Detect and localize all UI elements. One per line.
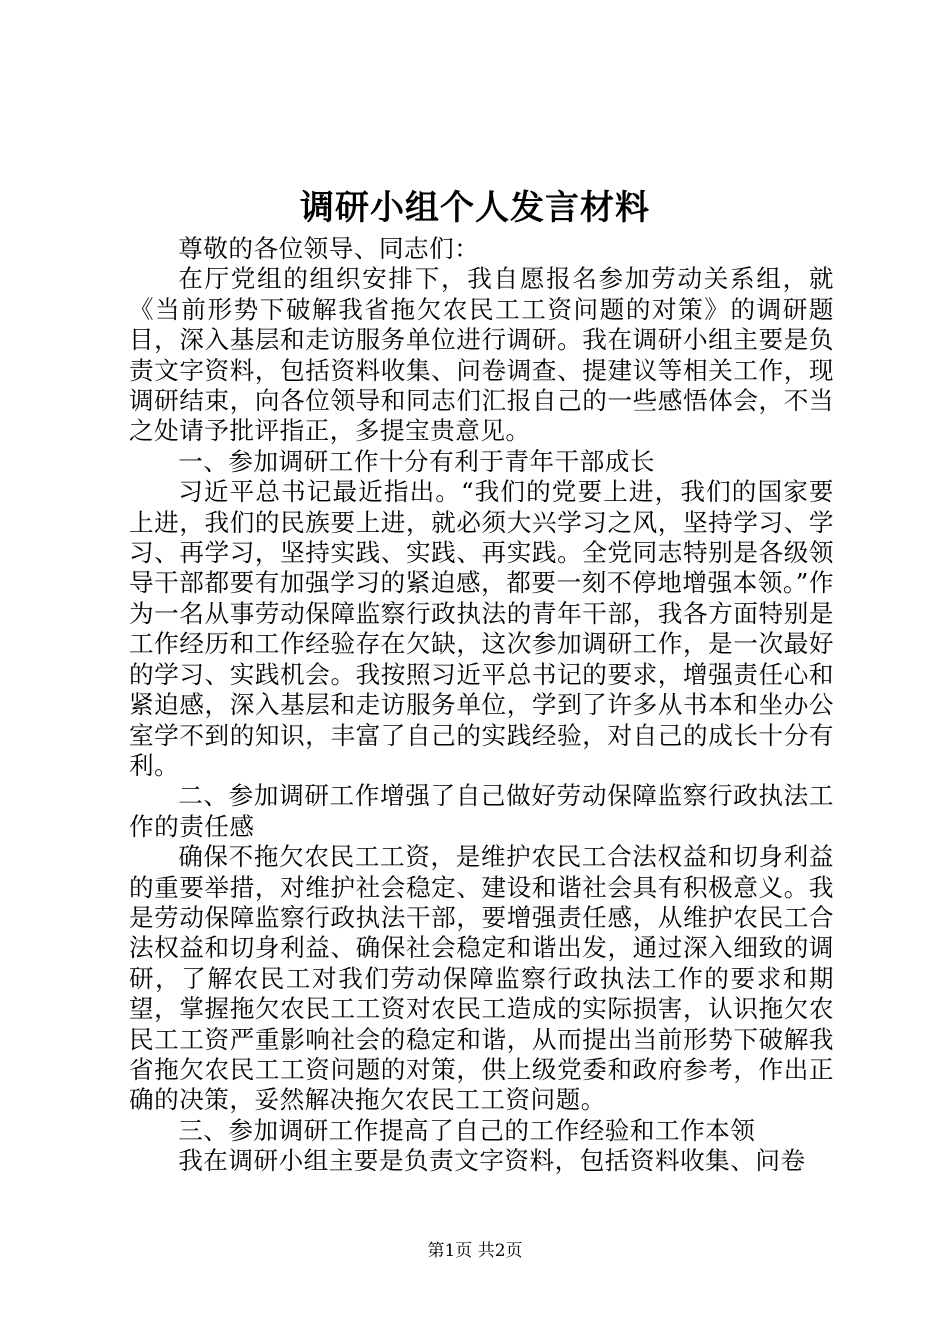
document-body (129, 234, 834, 1177)
salutation-paragraph: 尊敬的各位领导、同志们： (178, 234, 480, 263)
document-title: 调研小组个人发言材料 (300, 188, 650, 228)
section-2-paragraph: 确保不拖欠农民工工资，是维护农民工合法权益和切身利益的重要举措，对维护社会稳定、建设和谐社会具有积极意义。我是劳动保障监察行政执法干部，要增强责任感，从维护农民工合法权益和切身利益、确保社会稳定和谐出发，通过深入细致的调研，了解农民工对我们劳动保障监察行政执法工作的要求和期望，掌握拖欠农民工工资对农民工造成的实际损害，认识拖欠农民工工资严重影响社会的稳定和谐，从而提出当前形势下破解我省拖欠农民工工资问题的对策，供上级党委和政府参考，作出正确的决策，妥然解决拖欠农民工工资问题。 (129, 842, 834, 1115)
section-1-paragraph: 习近平总书记最近指出。“我们的党要上进，我们的国家要上进，我们的民族要上进，就必须大兴学习之风，坚持学习、学习、再学习，坚持实践、实践、再实践。全党同志特别是各级领导干部都要有加强学习的紧迫感，都要一刻不停地增强本领。”作为一名从事劳动保障监察行政执法的青年干部，我各方面特别是工作经历和工作经验存在欠缺，这次参加调研工作，是一次最好的学习、实践机会。我按照习近平总书记的要求，增强责任心和紧迫感，深入基层和走访服务单位，学到了许多从书本和坐办公室学不到的知识，丰富了自己的实践经验，对自己的成长十分有利。 (129, 477, 834, 780)
section-heading-2: 二、参加调研工作增强了自己做好劳动保障监察行政执法工作的责任感 (129, 781, 834, 841)
section-heading-3: 三、参加调研工作提高了自己的工作经验和工作本领 (178, 1115, 756, 1145)
section-3-paragraph: 我在调研小组主要是负责文字资料，包括资料收集、问卷 (178, 1146, 806, 1176)
intro-paragraph: 在厅党组的组织安排下，我自愿报名参加劳动关系组，就《当前形势下破解我省拖欠农民工工资问题的对策》的调研题目，深入基层和走访服务单位进行调研。我在调研小组主要是负责文字资料，包括资料收集、问卷调查、提建议等相关工作，现调研结束，向各位领导和同志们汇报自己的一些感悟体会，不当之处请予批评指正，多提宝贵意见。 (129, 264, 834, 446)
page-number-footer: 第1页 共2页 (427, 1241, 523, 1261)
section-heading-1: 一、参加调研工作十分有利于青年干部成长 (178, 446, 655, 476)
